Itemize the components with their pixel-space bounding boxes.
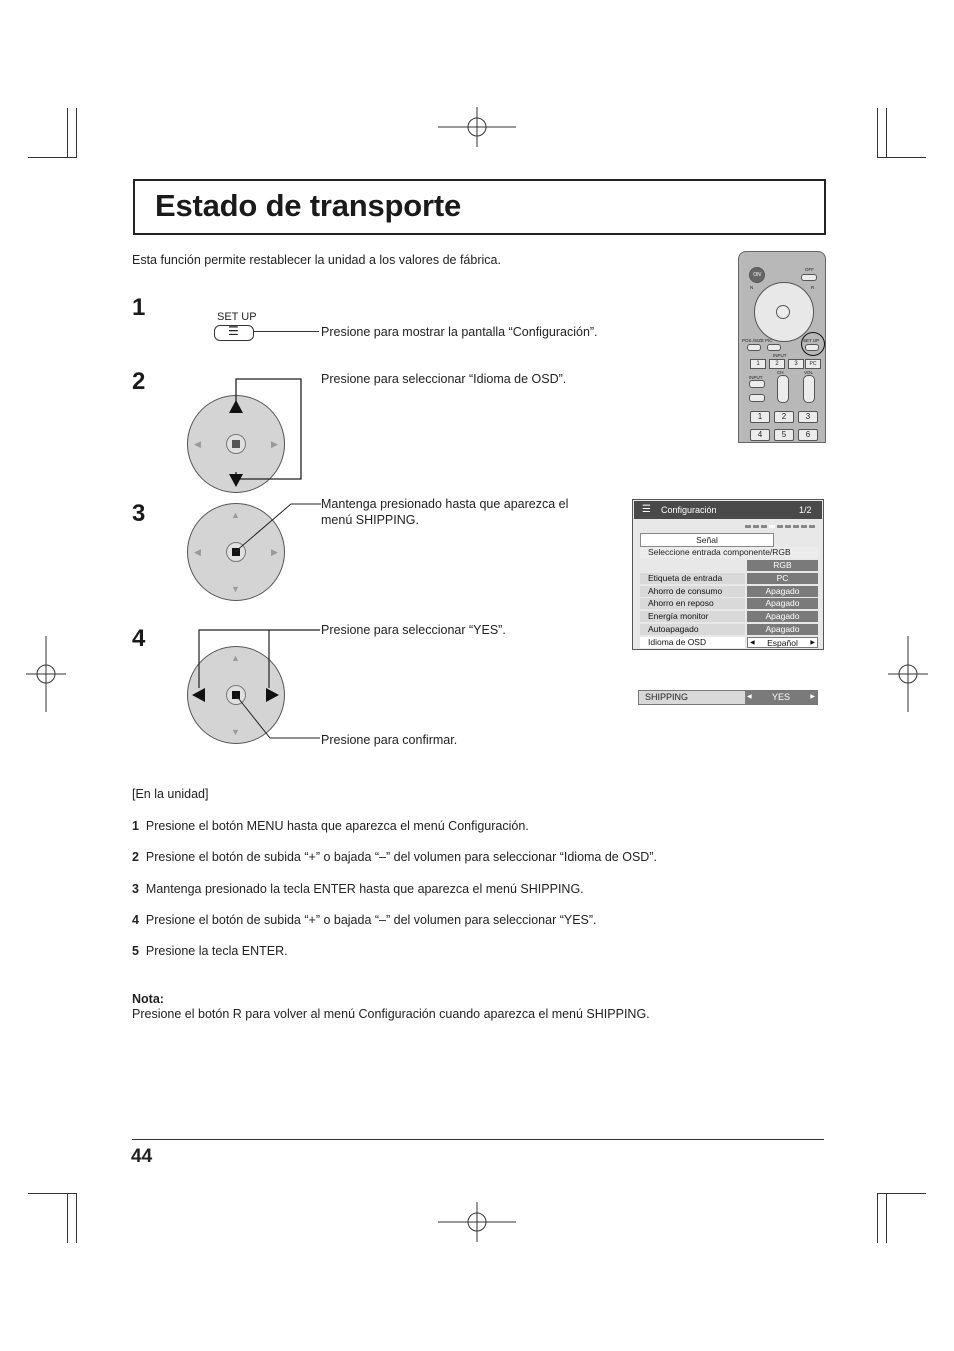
left-arrow-icon: ◀ [194, 547, 201, 557]
unit-step-3 [132, 881, 584, 897]
remote-setup-label: SET UP [803, 338, 820, 343]
unit-step-4 [132, 912, 597, 928]
setup-button[interactable] [214, 325, 254, 341]
vol-rocker[interactable] [803, 375, 815, 403]
step-4-arrows [190, 628, 322, 744]
step-4-text: Presione para seleccionar “YES”. [321, 623, 506, 637]
unit-step-5 [132, 943, 288, 959]
shipping-value-box[interactable] [745, 691, 817, 704]
digit-3-button[interactable]: 3 [798, 411, 818, 423]
input-label: INPUT [773, 353, 787, 358]
remote-control [738, 251, 826, 443]
unit-step-number: 5 [132, 944, 139, 958]
pic-label: PIC [765, 338, 773, 343]
on-button[interactable]: ON [749, 267, 765, 283]
left-arrow-icon: ◀ [747, 694, 752, 700]
digit-1-button[interactable]: 1 [750, 411, 770, 423]
step-number-3: 3 [132, 500, 146, 527]
left-arrow-icon: ◀ [194, 439, 201, 449]
osd-title: Configuración [661, 505, 717, 515]
unit-step-text: Mantenga presionado la tecla ENTER hasta que aparezca el menú SHIPPING. [145, 882, 584, 896]
leader-line-3 [233, 502, 323, 554]
shipping-label: SHIPPING [645, 692, 689, 702]
off-button[interactable] [801, 274, 817, 281]
digit-6-button[interactable]: 6 [798, 429, 818, 441]
right-arrow-icon: ▶ [810, 640, 815, 646]
down-arrow-icon: ▼ [231, 727, 240, 737]
off-label: OFF [805, 267, 814, 272]
ch-rocker[interactable] [777, 375, 789, 403]
down-arrow-icon: ▼ [231, 584, 240, 594]
osd-signal-tab[interactable]: Señal [640, 533, 774, 547]
note-text: Presione el botón R para volver al menú Configuración cuando aparezca el menú SHIPPING. [132, 1007, 650, 1021]
osd-component-label: Seleccione entrada componente/RGB [640, 547, 818, 558]
right-arrow-icon: ▶ [271, 547, 278, 557]
osd-row-value: Apagado [747, 624, 818, 635]
digit-4-button[interactable]: 4 [750, 429, 770, 441]
mute-button[interactable] [749, 394, 765, 402]
right-arrow-icon: ▶ [810, 694, 815, 700]
osd-row-value: Apagado [747, 611, 818, 622]
step-number-1: 1 [132, 294, 146, 321]
osd-row-value: Apagado [747, 586, 818, 597]
step-number-2: 2 [132, 368, 146, 395]
osd-component-value[interactable]: RGB [747, 560, 818, 571]
pos-size-label: POS./SIZE [742, 338, 765, 343]
osd-row-label: Etiqueta de entrada [640, 573, 745, 584]
input-1-button[interactable]: 1 [750, 359, 766, 369]
step-2-text: Presione para seleccionar “Idioma de OSD”. [321, 372, 567, 386]
page-title: Estado de transporte [155, 188, 462, 223]
input-button[interactable] [749, 380, 765, 388]
osd-row-label: Ahorro en reposo [640, 598, 745, 609]
osd-row-value [747, 637, 818, 648]
step-number-4: 4 [132, 625, 146, 652]
ch-label: CH [777, 370, 784, 375]
unit-step-text: Presione el botón MENU hasta que aparezca el menú Configuración. [145, 819, 529, 833]
title-box [133, 179, 826, 235]
menu-list-icon: ☰ [642, 504, 651, 515]
input-3-button[interactable]: 3 [788, 359, 804, 369]
remote-enter-button[interactable] [776, 305, 790, 319]
osd-page: 1/2 [799, 505, 812, 515]
leader-line-1 [253, 331, 319, 332]
pic-button[interactable] [767, 344, 781, 351]
unit-step-text: Presione la tecla ENTER. [145, 944, 288, 958]
step-1-text: Presione para mostrar la pantalla “Configuración”. [321, 325, 598, 339]
unit-step-text: Presione el botón de subida “+” o bajada “–” del volumen para seleccionar “YES”. [145, 913, 597, 927]
unit-heading: [En la unidad] [132, 787, 209, 801]
osd-row-label: Energía monitor [640, 611, 745, 622]
page-number: 44 [131, 1146, 153, 1167]
step-2-arrows [224, 377, 304, 489]
remote-setup-button[interactable] [805, 344, 819, 351]
osd-row-label: Autoapagado [640, 624, 745, 635]
registration-mark-right [888, 636, 928, 712]
unit-step-2 [132, 849, 657, 865]
osd-row[interactable] [640, 573, 818, 584]
step-4-confirm-text: Presione para confirmar. [321, 733, 458, 747]
setup-label: SET UP [217, 311, 257, 323]
shipping-value: YES [771, 692, 790, 702]
digit-2-button[interactable]: 2 [774, 411, 794, 423]
osd-row-label: Idioma de OSD [640, 637, 745, 648]
registration-mark-left [26, 636, 66, 712]
osd-progress-dots [745, 525, 819, 529]
unit-step-number: 1 [132, 819, 139, 833]
unit-step-number: 3 [132, 882, 139, 896]
footer-rule [132, 1139, 824, 1140]
osd-row-label: Ahorro de consumo [640, 586, 745, 597]
pos-size-button[interactable] [747, 344, 761, 351]
n-label: N [750, 285, 754, 290]
unit-step-number: 2 [132, 850, 139, 864]
osd-row-value: Apagado [747, 598, 818, 609]
registration-mark-bottom [438, 1202, 516, 1242]
intro-text: Esta función permite restablecer la unidad a los valores de fábrica. [132, 253, 501, 267]
up-arrow-icon: ▲ [231, 510, 240, 520]
input-2-button[interactable]: 2 [769, 359, 785, 369]
vol-label: VOL [804, 370, 814, 375]
osd-row-value: PC [747, 573, 818, 584]
menu-list-icon: ☰ [228, 324, 239, 338]
up-arrow-icon: ▲ [231, 653, 240, 663]
osd-row[interactable] [640, 611, 818, 622]
osd-row[interactable] [640, 586, 818, 597]
input-label-2: INPUT [749, 375, 763, 380]
unit-step-1 [132, 818, 529, 834]
unit-step-text: Presione el botón de subida “+” o bajada “–” del volumen para seleccionar “Idioma de OSD”. [145, 850, 657, 864]
osd-header [634, 501, 822, 519]
osd-row[interactable] [640, 624, 818, 635]
osd-row-selected[interactable] [640, 637, 818, 648]
note-title: Nota: [132, 992, 164, 1006]
digit-5-button[interactable]: 5 [774, 429, 794, 441]
shipping-menu[interactable] [638, 690, 818, 705]
unit-step-number: 4 [132, 913, 139, 927]
registration-mark-top [438, 107, 516, 147]
osd-row-value-text: Español [767, 638, 798, 648]
step-3-text: Mantenga presionado hasta que aparezca el menú SHIPPING. [321, 497, 569, 527]
osd-row[interactable] [640, 598, 818, 609]
r-label: R [811, 285, 815, 290]
right-arrow-icon: ▶ [271, 439, 278, 449]
input-pc-button[interactable]: PC [805, 359, 821, 369]
left-arrow-icon: ◀ [750, 640, 755, 646]
osd-configuration-menu [632, 499, 824, 650]
